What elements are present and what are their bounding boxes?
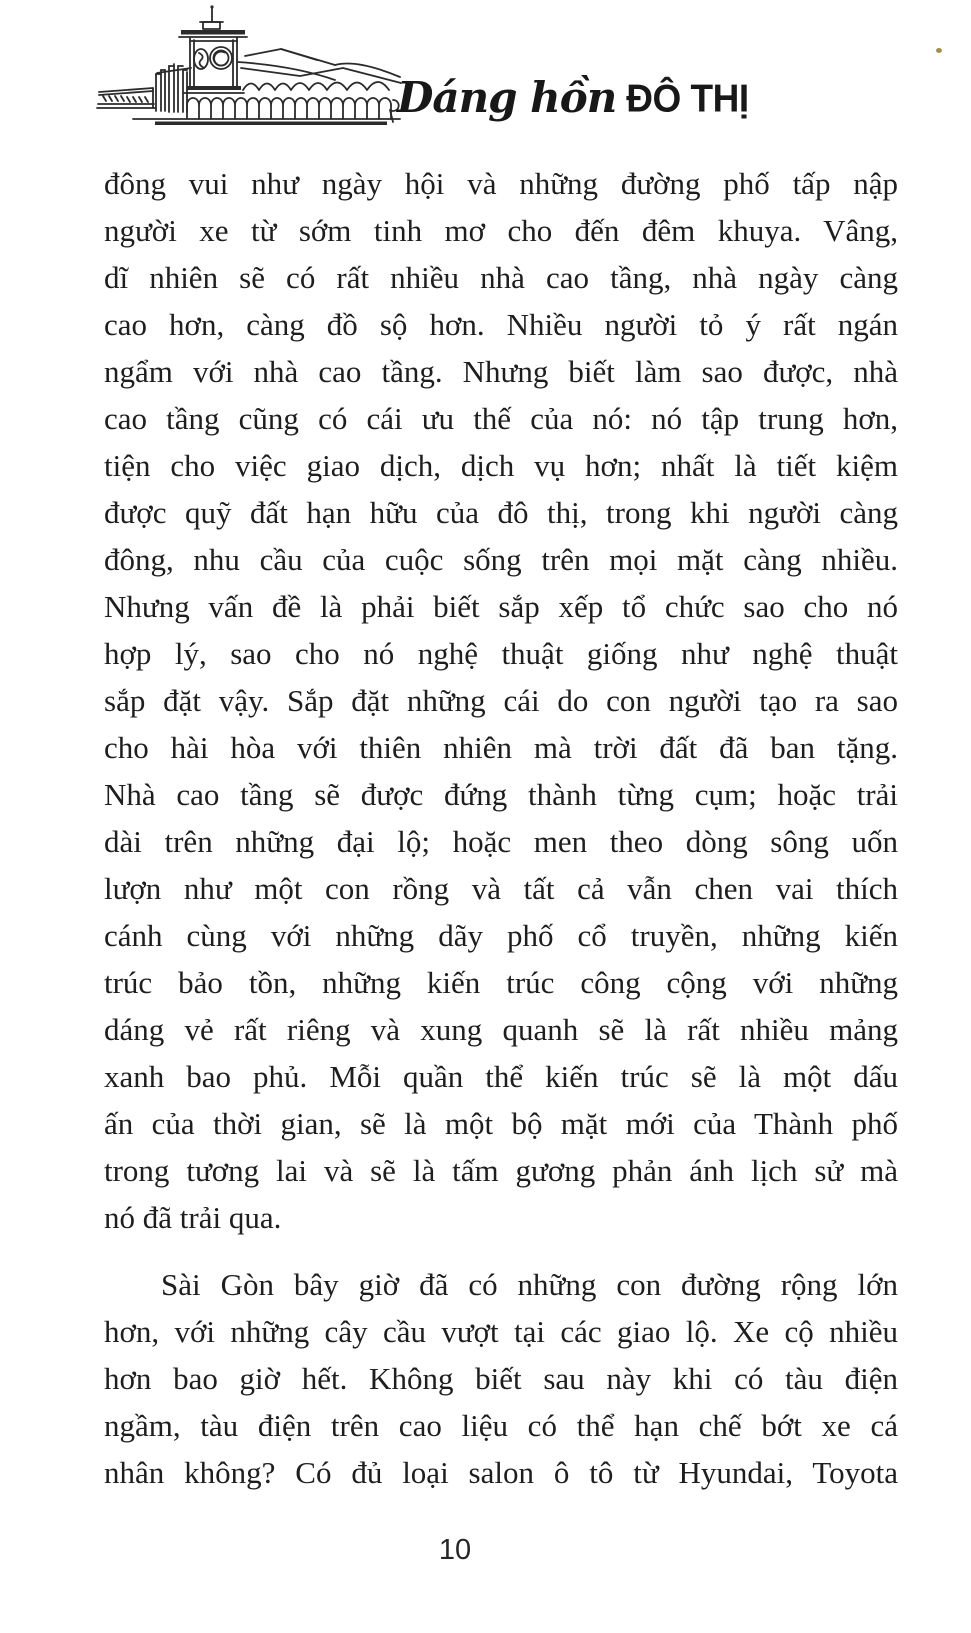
building-sketch-illustration (95, 4, 405, 126)
text-line: dáng vẻ rất riêng và xung quanh sẽ là rất nhiều mảng (104, 1012, 898, 1047)
paragraph (104, 160, 898, 1241)
text-line: cao tầng cũng có cái ưu thế của nó: nó tập trung hơn, (104, 401, 898, 436)
text-line: hợp lý, sao cho nó nghệ thuật giống như nghệ thuật (104, 636, 898, 671)
text-line: Nhưng vấn đề là phải biết sắp xếp tổ chức sao cho nó (104, 589, 898, 624)
text-line: ấn của thời gian, sẽ là một bộ mặt mới của Thành phố (104, 1106, 898, 1141)
text-line: nhân không? Có đủ loại salon ô tô từ Hyundai, Toyota (104, 1455, 898, 1490)
page-number: 10 (438, 1534, 472, 1566)
text-line: Nhà cao tầng sẽ được đứng thành từng cụm; hoặc trải (104, 777, 898, 812)
text-line: cánh cùng với những dãy phố cổ truyền, những kiến (104, 918, 898, 953)
text-line: ngầm, tàu điện trên cao liệu có thể hạn chế bớt xe cá (104, 1408, 898, 1443)
text-line: Sài Gòn bây giờ đã có những con đường rộng lớn (161, 1267, 898, 1302)
text-line: ngẩm với nhà cao tầng. Nhưng biết làm sao được, nhà (104, 354, 898, 389)
text-line: dài trên những đại lộ; hoặc men theo dòng sông uốn (104, 824, 898, 859)
scan-speck (936, 48, 942, 53)
text-line: được quỹ đất hạn hữu của đô thị, trong khi người càng (104, 495, 898, 530)
page-header-title (397, 73, 749, 122)
text-line: nó đã trải qua. (104, 1200, 282, 1235)
body-text (104, 160, 898, 1496)
book-title-script: Dáng hồn (397, 73, 617, 122)
text-line: sắp đặt vậy. Sắp đặt những cái do con người tạo ra sao (104, 683, 898, 718)
text-line: cho hài hòa với thiên nhiên mà trời đất đã ban tặng. (104, 730, 898, 765)
text-line: trong tương lai và sẽ là tấm gương phản ánh lịch sử mà (104, 1153, 898, 1188)
text-line: đông, nhu cầu của cuộc sống trên mọi mặt càng nhiều. (104, 542, 898, 577)
text-line: dĩ nhiên sẽ có rất nhiều nhà cao tầng, nhà ngày càng (104, 260, 898, 295)
text-line: hơn, với những cây cầu vượt tại các giao lộ. Xe cộ nhiều (104, 1314, 898, 1349)
text-line: tiện cho việc giao dịch, dịch vụ hơn; nhất là tiết kiệm (104, 448, 898, 483)
text-line: đông vui như ngày hội và những đường phố tấp nập (104, 166, 898, 201)
text-line: cao hơn, càng đồ sộ hơn. Nhiều người tỏ ý rất ngán (104, 307, 898, 342)
text-line: xanh bao phủ. Mỗi quần thể kiến trúc sẽ là một dấu (104, 1059, 898, 1094)
text-line: hơn bao giờ hết. Không biết sau này khi có tàu điện (104, 1361, 898, 1396)
text-line: người xe từ sớm tinh mơ cho đến đêm khuya. Vâng, (104, 213, 898, 248)
text-line: trúc bảo tồn, những kiến trúc công cộng với những (104, 965, 898, 1000)
book-title-bold: ĐÔ THỊ (626, 76, 749, 120)
text-line: lượn như một con rồng và tất cả vẫn chen vai thích (104, 871, 898, 906)
paragraph (104, 1261, 898, 1496)
